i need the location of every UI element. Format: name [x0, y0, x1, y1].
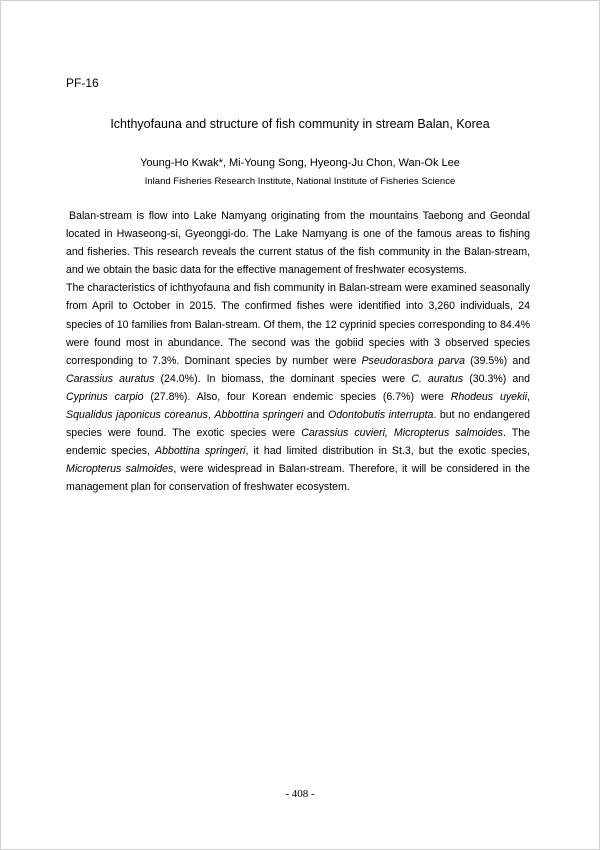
- abstract: [66, 207, 530, 497]
- abstract-paragraph-2: [66, 279, 530, 496]
- text-run: , were widespread in Balan-stream. Therefore, it will be considered in the management plan for conservation of freshwater ecosystem.: [66, 463, 530, 494]
- species-name: Micropterus salmoides: [66, 463, 174, 476]
- authors: Young-Ho Kwak*, Mi-Young Song, Hyeong-Ju Chon, Wan-Ok Lee: [140, 157, 460, 169]
- species-name: Abbottina springeri: [155, 445, 246, 458]
- text-run: . The endemic species,: [66, 427, 531, 458]
- species-name: Rhodeus uyekii: [450, 390, 528, 403]
- text-run: ,: [207, 409, 215, 422]
- text-run: , it had limited distribution in St.3, but the exotic species,: [245, 445, 530, 458]
- species-name: Abbottina springeri: [214, 409, 304, 422]
- text-run: The characteristics of ichthyofauna and fish community in Balan-stream were examined seasonally from April to October in 2015. The confirmed fishes were identified into 3,260 individuals, 24 species of 10 families from Balan-stream. Of them, the 12 cyprinid species corresponding to 84.4% were found most in abundance. The second was the gobiid species with 3 observed species corresponding to 7.3%. Dominant species by number were: [66, 282, 530, 367]
- text-run: (39.5%) and: [464, 354, 531, 367]
- species-name: Carassius cuvieri, Micropterus salmoides: [301, 427, 503, 440]
- page-number: - 408 -: [285, 788, 315, 800]
- abstract-paragraph-1: Balan-stream is flow into Lake Namyang originating from the mountains Taebong and Geondal located in Hwaseong-si, Gyeonggi-do. The Lake Namyang is one of the famous areas to fishing and fisheries. This research reveals the current status of the fish community in the Balan-stream, and we obtain the basic data for the effective management of freshwater ecosystems.: [66, 210, 530, 277]
- species-name: Odontobutis interrupta: [328, 409, 434, 422]
- affiliation: Inland Fisheries Research Institute, National Institute of Fisheries Science: [144, 176, 456, 187]
- text-run: . but no endangered species were found. The exotic species were: [66, 409, 531, 440]
- species-name: Squalidus japonicus coreanus: [66, 409, 208, 422]
- text-run: and: [303, 409, 329, 422]
- species-name: Carassius auratus: [66, 372, 155, 385]
- paper-code: PF-16: [66, 76, 99, 90]
- species-name: Pseudorasbora parva: [361, 354, 465, 367]
- species-name: C. auratus: [411, 372, 464, 385]
- text-run: ,: [527, 390, 530, 403]
- text-run: (24.0%). In biomass, the dominant species were: [154, 372, 412, 385]
- species-name: Cyprinus carpio: [66, 390, 144, 403]
- paper-title: Ichthyofauna and structure of fish community in stream Balan, Korea: [110, 117, 490, 131]
- text-run: (30.3%) and: [463, 372, 530, 385]
- text-run: (27.8%). Also, four Korean endemic species (6.7%) were: [143, 390, 451, 403]
